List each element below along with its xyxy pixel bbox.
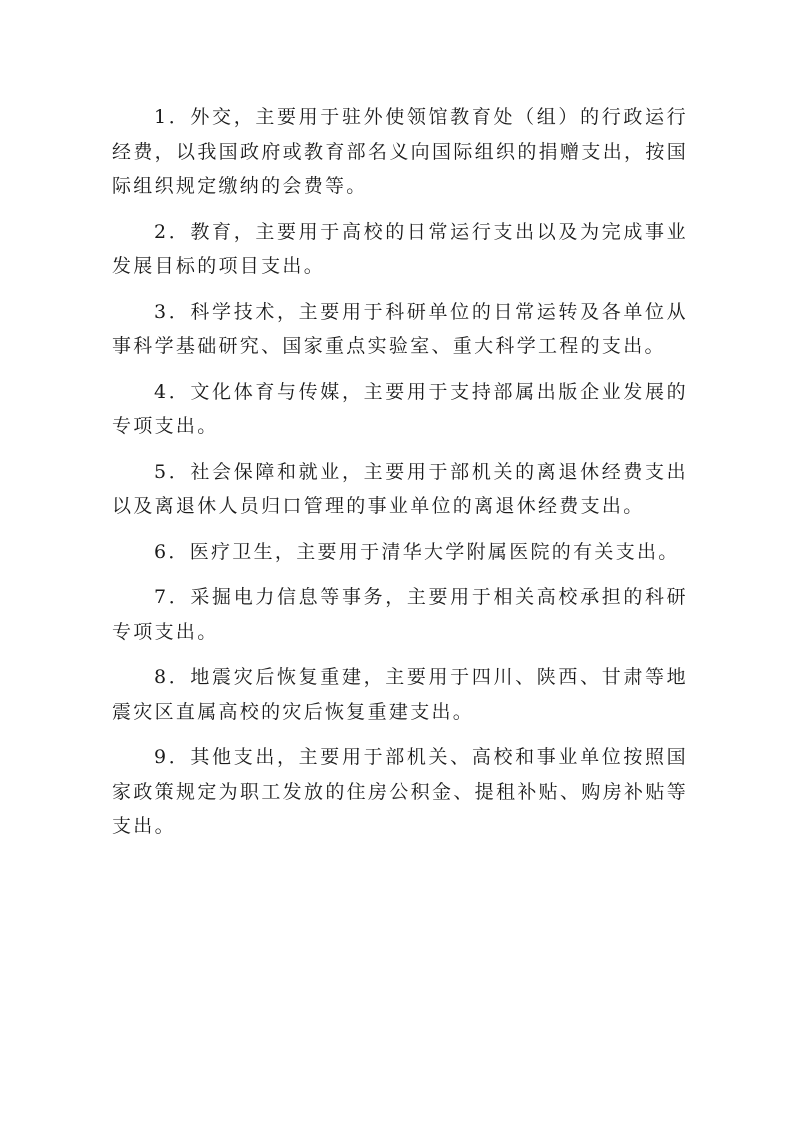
item-number: 7． bbox=[154, 586, 191, 608]
item-number: 1． bbox=[154, 106, 191, 128]
item-text: 医疗卫生，主要用于清华大学附属医院的有关支出。 bbox=[189, 540, 680, 563]
paragraph-item-6 bbox=[112, 535, 688, 570]
item-number: 2． bbox=[154, 220, 191, 243]
item-text: 社会保障和就业，主要用于部机关的离退休经费支出以及离退休人员归口管理的事业单位的离退休经费支出。 bbox=[112, 460, 688, 517]
item-text: 采掘电力信息等事务，主要用于相关高校承担的科研专项支出。 bbox=[112, 586, 688, 643]
item-text: 文化体育与传媒，主要用于支持部属出版企业发展的专项支出。 bbox=[112, 380, 688, 437]
paragraph-item-9 bbox=[112, 740, 688, 844]
item-number: 3． bbox=[154, 300, 191, 323]
item-text: 科学技术，主要用于科研单位的日常运转及各单位从事科学基础研究、国家重点实验室、重大科学工程的支出。 bbox=[112, 300, 688, 357]
paragraph-item-2 bbox=[112, 215, 688, 284]
item-number: 5． bbox=[154, 460, 191, 483]
item-text: 外交，主要用于驻外使领馆教育处（组）的行政运行经费，以我国政府或教育部名义向国际组织的捐赠支出，按国际组织规定缴纳的会费等。 bbox=[112, 106, 688, 197]
item-number: 6． bbox=[154, 540, 190, 563]
item-number: 4． bbox=[154, 380, 191, 403]
paragraph-item-3 bbox=[112, 295, 688, 364]
paragraph-item-1 bbox=[112, 100, 688, 204]
item-text: 其他支出，主要用于部机关、高校和事业单位按照国家政策规定为职工发放的住房公积金、提租补贴、购房补贴等支出。 bbox=[112, 746, 688, 837]
paragraph-item-5 bbox=[112, 455, 688, 524]
paragraph-item-7 bbox=[112, 580, 688, 649]
item-text: 地震灾后恢复重建，主要用于四川、陕西、甘肃等地震灾区直属高校的灾后恢复重建支出。 bbox=[112, 666, 688, 723]
paragraph-item-8 bbox=[112, 660, 688, 729]
item-number: 9． bbox=[154, 746, 191, 768]
item-text: 教育，主要用于高校的日常运行支出以及为完成事业发展目标的项目支出。 bbox=[112, 220, 688, 277]
item-number: 8． bbox=[154, 666, 191, 688]
paragraph-item-4 bbox=[112, 375, 688, 444]
document-body bbox=[112, 100, 688, 855]
